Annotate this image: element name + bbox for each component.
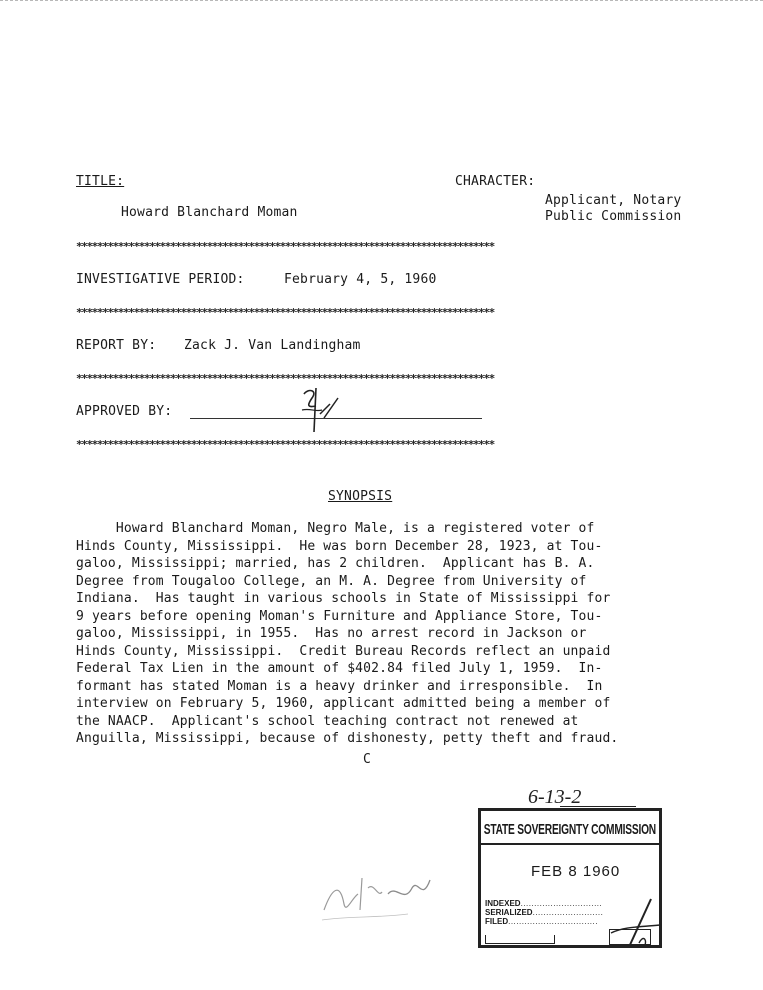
synopsis-line: galoo, Mississippi, in 1955. Has no arrest record in Jackson or	[76, 626, 587, 641]
character-value-line2: Public Commission	[545, 209, 682, 224]
synopsis-line: Howard Blanchard Moman, Negro Male, is a registered voter of	[76, 521, 595, 536]
stamp-field-serialized: SERIALIZED	[485, 908, 533, 917]
synopsis-line: galoo, Mississippi; married, has 2 children. Applicant has B. A.	[76, 556, 595, 571]
investigative-period-value: February 4, 5, 1960	[284, 272, 437, 287]
synopsis-line: formant has stated Moman is a heavy drinker and irresponsible. In	[76, 678, 603, 694]
synopsis-line: Hinds County, Mississippi. Credit Bureau Records reflect an unpaid	[76, 643, 611, 659]
approved-by-label: APPROVED BY:	[76, 404, 173, 419]
stamp-date: FEB 8 1960	[531, 863, 621, 880]
report-by-label: REPORT BY:	[76, 338, 157, 353]
report-by-value: Zack J. Van Landingham	[184, 338, 361, 353]
synopsis-line: Indiana. Has taught in various schools in State of Mississippi for	[76, 591, 611, 606]
title-label: TITLE:	[76, 174, 125, 189]
separator-line: ********************************************************************************	[76, 306, 494, 319]
stamp-field-dots: ..........................	[532, 908, 604, 917]
stamp-checkmark-initials	[599, 897, 665, 949]
stamp-field-indexed: INDEXED	[485, 899, 521, 908]
synopsis-heading: SYNOPSIS	[328, 489, 393, 504]
stamp-field-filed: FILED	[485, 917, 509, 926]
investigative-period-label: INVESTIGATIVE PERIOD:	[76, 272, 245, 287]
synopsis-line: Hinds County, Mississippi. He was born December 28, 1923, at Tou-	[76, 538, 603, 554]
stamp-field-dots: .................................	[508, 917, 598, 926]
page-top-edge	[0, 0, 763, 1]
stamp-fields	[485, 899, 603, 926]
title-value: Howard Blanchard Moman	[121, 205, 298, 220]
synopsis-line: Degree from Tougaloo College, an M. A. Degree from University of	[76, 573, 587, 589]
separator-line: ********************************************************************************	[76, 438, 494, 451]
synopsis-line: 9 years before opening Moman's Furniture and Appliance Store, Tou-	[76, 608, 603, 624]
synopsis-line: interview on February 5, 1960, applicant admitted being a member of	[76, 696, 611, 711]
handwritten-file-number: 6-13-2	[528, 786, 582, 808]
synopsis-body	[76, 520, 691, 748]
synopsis-line: the NAACP. Applicant's school teaching contract not renewed at	[76, 713, 579, 729]
commission-received-stamp	[478, 808, 662, 948]
approver-initials-signature	[296, 384, 356, 436]
separator-line: ********************************************************************************	[76, 240, 494, 253]
separator-line: ********************************************************************************	[76, 372, 494, 385]
stamp-title: STATE SOVEREIGNTY COMMISSION	[481, 817, 662, 845]
character-label: CHARACTER:	[455, 174, 536, 189]
stamp-field-dots: ..............................	[520, 899, 603, 908]
synopsis-line: Anguilla, Mississippi, because of dishonesty, petty theft and fraud.	[76, 731, 619, 746]
synopsis-line: Federal Tax Lien in the amount of $402.84 filed July 1, 1959. In-	[76, 661, 603, 676]
faint-handwritten-initials	[318, 858, 438, 928]
file-number-underline	[560, 806, 636, 807]
character-value-line1: Applicant, Notary	[545, 193, 682, 208]
page-marker: C	[363, 752, 372, 767]
stamp-box-left	[485, 935, 555, 944]
